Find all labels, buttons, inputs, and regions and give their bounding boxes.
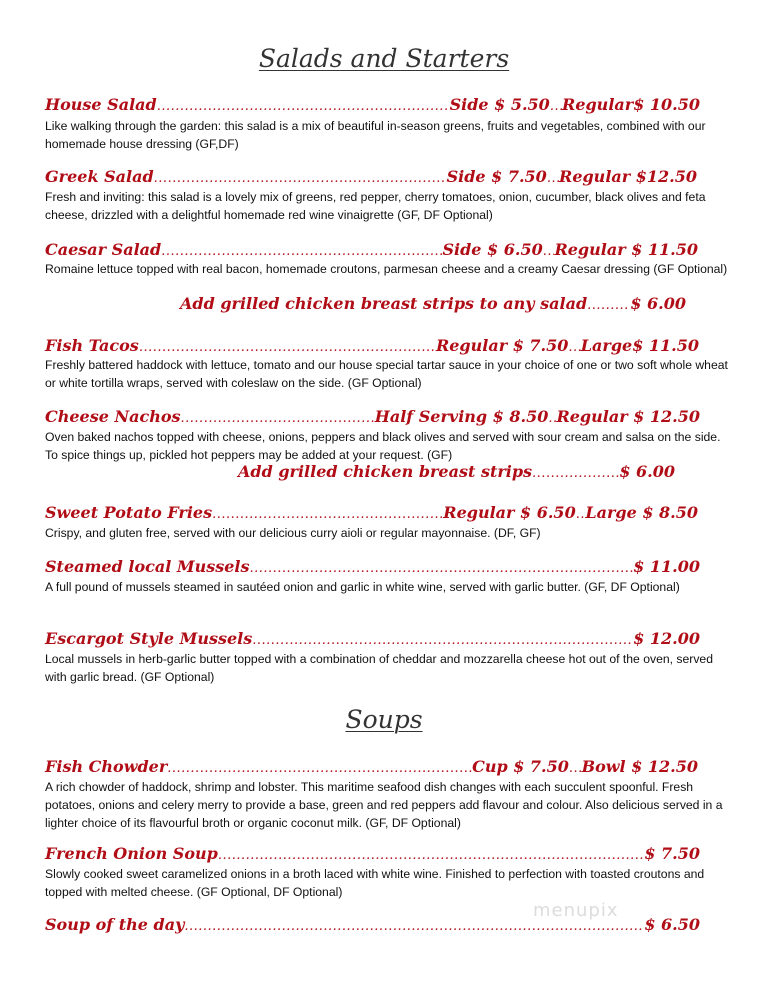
addon-name: Add grilled chicken breast strips	[238, 462, 533, 481]
menu-item-cheese-nachos	[45, 407, 700, 429]
item-description: Freshly battered haddock with lettuce, tomato and our house special tartar sauce in your choice of one or two soft whole wheat or white tortilla wraps, served with coleslaw on the side. (GF Optional)	[45, 358, 728, 390]
item-name: Fish Chowder	[45, 757, 168, 776]
menu-item-escargot-mussels	[45, 629, 700, 651]
addon-chicken-salad	[180, 294, 686, 316]
item-price-regular: Regular $12.50	[559, 167, 697, 186]
addon-chicken-nachos	[238, 462, 675, 484]
item-name: Sweet Potato Fries	[45, 503, 213, 522]
item-description: A rich chowder of haddock, shrimp and lobster. This maritime seafood dish changes with each succulent spoonful. Fresh potatoes, onions and celery merry to provide a base, green and red peppers add flavour and colour. Also delicious served in a lighter choice of its flavourful broth or organic coconut milk. (GF, DF Optional)	[45, 780, 723, 830]
item-price-regular: Regular $ 11.50	[554, 240, 698, 259]
watermark-logo: menupix	[533, 900, 619, 921]
item-price-large: $ 11.50	[632, 336, 699, 355]
item-price: $ 6.50	[644, 915, 700, 934]
item-price-large-label: Large	[580, 336, 633, 355]
addon-price: $ 6.00	[630, 294, 686, 313]
item-price-cup: Cup $ 7.50	[472, 757, 569, 776]
item-description: Like walking through the garden: this salad is a mix of beautiful in-season greens, fruits and vegetables, combined with our homemade house dressing (GF,DF)	[45, 119, 706, 151]
menu-item-steamed-mussels	[45, 557, 700, 579]
item-name: Fish Tacos	[45, 336, 139, 355]
item-name: Steamed local Mussels	[45, 557, 250, 576]
section-heading-salads-starters: Salads and Starters	[258, 44, 510, 73]
item-price-regular: Regular$ 10.50	[562, 95, 700, 114]
menu-item-french-onion-soup	[45, 844, 700, 866]
item-price-bowl: Bowl $ 12.50	[581, 757, 698, 776]
item-name: Escargot Style Mussels	[45, 629, 253, 648]
item-price-side: Side $ 5.50	[449, 95, 550, 114]
item-name: Caesar Salad	[45, 240, 162, 259]
addon-name: Add grilled chicken breast strips to any salad	[180, 294, 588, 313]
item-name: Cheese Nachos	[45, 407, 181, 426]
item-name: Soup of the day	[45, 915, 185, 934]
item-price-large: Large $ 8.50	[585, 503, 698, 522]
item-name: Greek Salad	[45, 167, 154, 186]
item-price-regular: Regular $ 12.50	[556, 407, 700, 426]
menu-item-greek-salad	[45, 167, 697, 189]
menu-item-house-salad	[45, 95, 700, 117]
addon-price: $ 6.00	[619, 462, 675, 481]
item-description: Fresh and inviting: this salad is a lovely mix of greens, red pepper, cherry tomatoes, onion, cucumber, black olives and feta cheese, drizzled with a delightful homemade red wine vinaigrette (GF, DF Optional)	[45, 190, 706, 222]
section-heading-soups: Soups	[345, 705, 423, 734]
item-name: French Onion Soup	[45, 844, 218, 863]
item-price-regular: Regular $ 7.50	[435, 336, 569, 355]
item-price-regular: Regular $ 6.50	[443, 503, 576, 522]
item-description: Local mussels in herb-garlic butter topped with a combination of cheddar and mozzarella cheese hot out of the oven, served with garlic bread. (GF Optional)	[45, 652, 713, 684]
item-price: $ 12.00	[633, 629, 700, 648]
menu-item-fish-chowder	[45, 757, 698, 779]
item-price-side: Side $ 7.50	[446, 167, 547, 186]
item-description: Romaine lettuce topped with real bacon, homemade croutons, parmesan cheese and a creamy Caesar dressing (GF Optional)	[45, 262, 728, 276]
item-name: House Salad	[45, 95, 157, 114]
item-price-side: Side $ 6.50	[442, 240, 543, 259]
item-price: $ 7.50	[644, 844, 700, 863]
item-description: Crispy, and gluten free, served with our delicious curry aioli or regular mayonnaise. (DF, GF)	[45, 526, 541, 540]
item-description: Oven baked nachos topped with cheese, onions, peppers and black olives and served with sour cream and salsa on the side. To spice things up, pickled hot peppers may be added at your request. (GF)	[45, 430, 721, 462]
menu-item-caesar-salad	[45, 240, 698, 262]
menu-item-fish-tacos	[45, 336, 699, 358]
item-description: A full pound of mussels steamed in sautéed onion and garlic in white wine, served with garlic butter. (GF, DF Optional)	[45, 580, 680, 594]
item-price-half: Half Serving $ 8.50	[374, 407, 549, 426]
item-description: Slowly cooked sweet caramelized onions in a broth laced with white wine. Finished to perfection with toasted croutons and topped with melted cheese. (GF Optional, DF Optional)	[45, 867, 705, 899]
item-price: $ 11.00	[633, 557, 700, 576]
menu-item-sweet-potato-fries	[45, 503, 698, 525]
